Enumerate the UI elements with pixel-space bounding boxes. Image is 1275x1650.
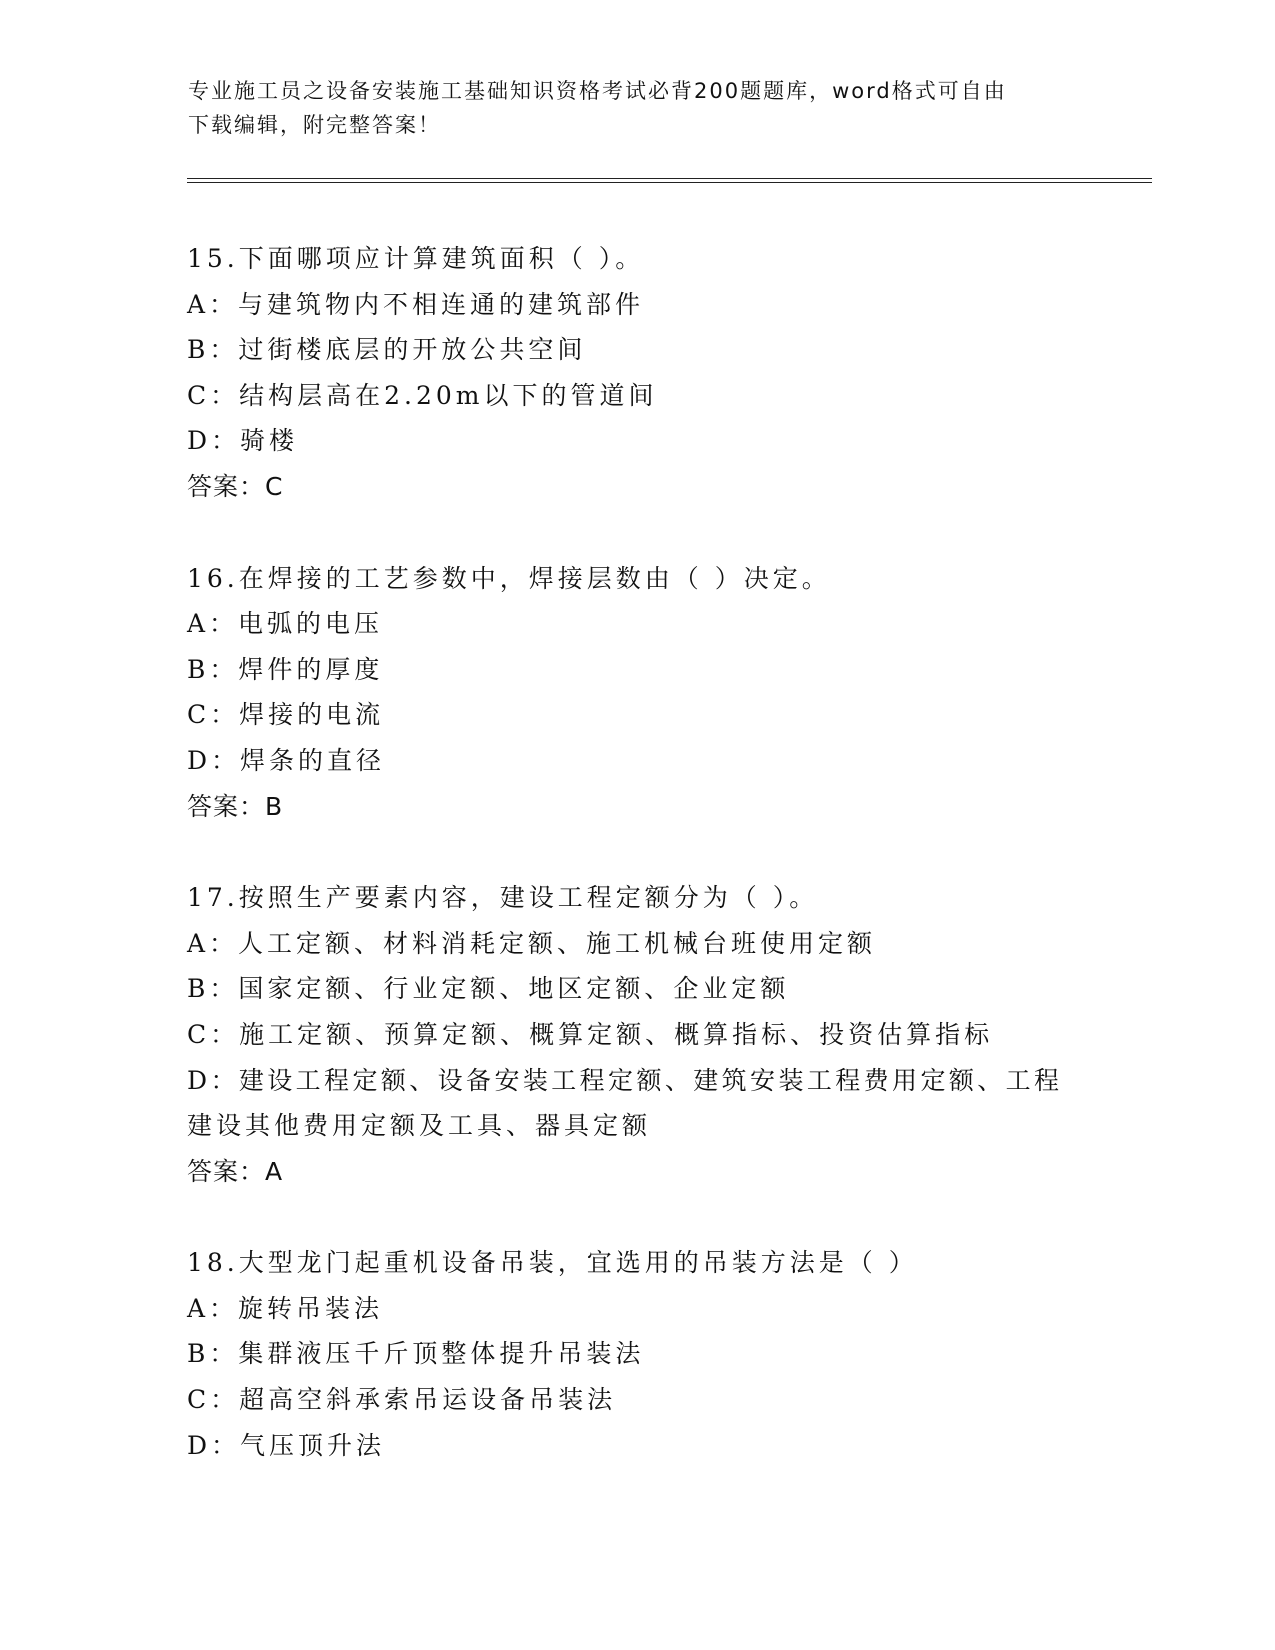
- option-b: B：过街楼底层的开放公共空间: [187, 335, 587, 365]
- option-b: B：焊件的厚度: [187, 654, 384, 684]
- option-a: A：与建筑物内不相连通的建筑部件: [187, 289, 645, 319]
- header-line-1: 专业施工员之设备安装施工基础知识资格考试必背200题题库，word格式可自由: [188, 79, 1007, 103]
- answer-text: 答案：A: [187, 1156, 284, 1186]
- question-stem: 17.按照生产要素内容，建设工程定额分为（ ）。: [187, 883, 819, 913]
- option-a: A：人工定额、材料消耗定额、施工机械台班使用定额: [187, 928, 877, 958]
- answer-text: 答案：B: [187, 791, 284, 821]
- option-c: C：超高空斜承索吊运设备吊装法: [187, 1385, 617, 1415]
- option-b: B：国家定额、行业定额、地区定额、企业定额: [187, 974, 790, 1004]
- question-list: [187, 236, 1087, 1514]
- option-d: D：建设工程定额、设备安装工程定额、建筑安装工程费用定额、工程: [187, 1065, 1063, 1095]
- question-16: [187, 556, 1087, 830]
- option-c: C：结构层高在2.20m以下的管道间: [187, 380, 658, 410]
- header-divider-bottom: [187, 182, 1152, 183]
- question-stem: 16.在焊接的工艺参数中，焊接层数由（ ）决定。: [187, 563, 831, 593]
- option-d: D：焊条的直径: [187, 745, 386, 775]
- option-c: C：焊接的电流: [187, 700, 385, 730]
- question-15: [187, 236, 1087, 510]
- answer-text: 答案：C: [187, 471, 284, 501]
- header-divider-top: [187, 178, 1152, 179]
- option-d: D：骑楼: [187, 426, 299, 456]
- option-a: A：旋转吊装法: [187, 1293, 384, 1323]
- question-17: [187, 875, 1087, 1194]
- option-d: D：气压顶升法: [187, 1430, 386, 1460]
- question-stem: 18.大型龙门起重机设备吊装，宜选用的吊装方法是（ ）: [187, 1248, 918, 1278]
- option-b: B：集群液压千斤顶整体提升吊装法: [187, 1339, 645, 1369]
- document-header: [188, 74, 1088, 142]
- option-c: C：施工定额、预算定额、概算定额、概算指标、投资估算指标: [187, 1019, 994, 1049]
- question-stem: 15.下面哪项应计算建筑面积（ ）。: [187, 244, 645, 273]
- option-a: A：电弧的电压: [187, 609, 384, 639]
- header-line-2: 下载编辑，附完整答案！: [188, 113, 441, 137]
- question-18: [187, 1240, 1087, 1468]
- option-d-continuation: 建设其他费用定额及工具、器具定额: [187, 1111, 652, 1141]
